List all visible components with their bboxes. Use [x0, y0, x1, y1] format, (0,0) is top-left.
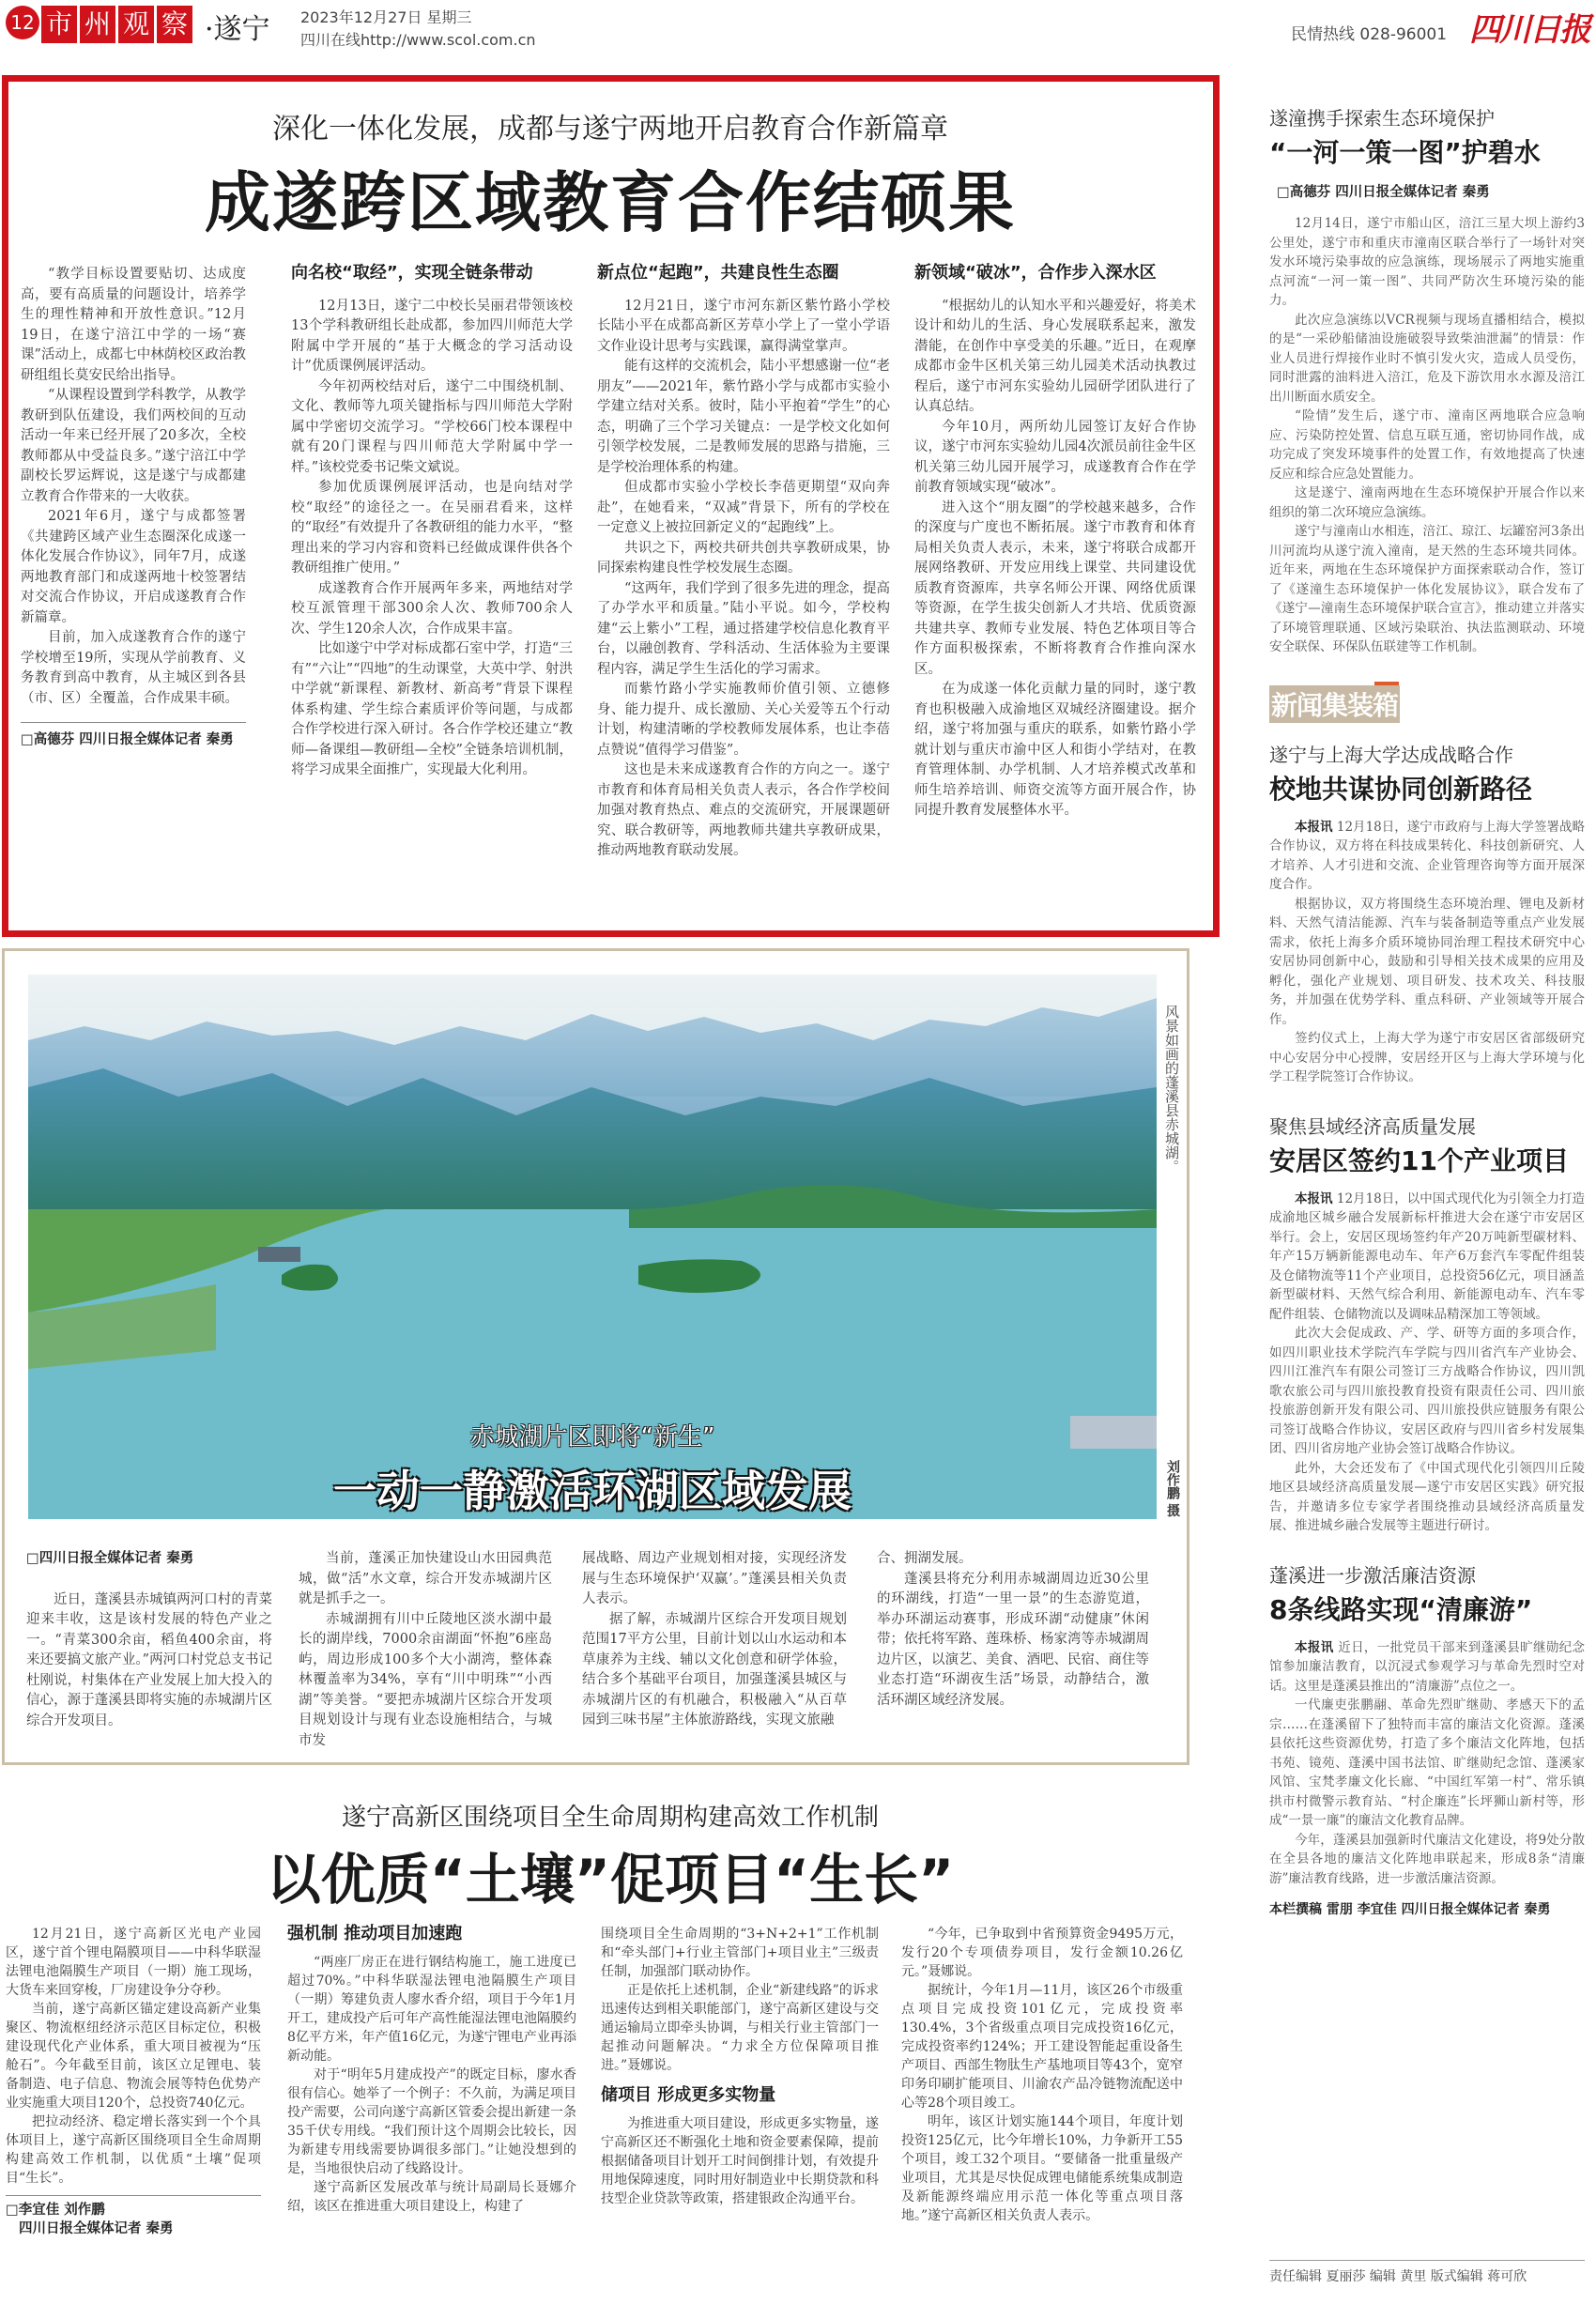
paragraph: 一代廉吏张鹏翮、革命先烈旷继勋、孝感天下的孟宗……在蓬溪留下了独特而丰富的廉洁文化资源。蓬溪县依托这些资源优势，打造了多个廉洁文化阵地，包括书苑、镜苑、蓬溪中国书法馆、旷继勋纪念馆、蓬溪家风馆、宝梵孝廉文化长廊、“中国红军第一村”、常乐镇拱市村微警示教育站、“村企廉连”长坪狮山新村等，形成“一景一廉”的廉洁文化教育品牌。: [1269, 1697, 1585, 1828]
paragraph: 当前，遂宁高新区锚定建设高新产业集聚区、物流枢纽经济示范区目标定位，积极建设现代化产业体系，重大项目被视为“压舱石”。今年截至目前，该区立足锂电、装备制造、电子信息、物流会展等特色优势产业实施重大项目120个，总投资740亿元。: [6, 2002, 261, 2111]
sidebar: [1269, 103, 1585, 1918]
paragraph: 能有这样的交流机会，陆小平想感谢一位“老朋友”——2021年，紫竹路小学与成都市实验小学建立结对关系。彼时，陆小平抱着“学生”的心态，明确了三个学习关键点：一是学校文化如何引领学校发展，二是教师发展的思路与措施，三是学校治理体系的构建。: [597, 359, 890, 475]
paragraph: 赤城湖拥有川中丘陵地区淡水湖中最长的湖岸线，7000余亩湖面“怀抱”6座岛屿，周边形成100多个大小湖湾，整体森林覆盖率为34%，享有“川中明珠”“小西湖”等美誉。“要把赤城湖片区综合开发项目规划设计与现有业态设施相结合，与城市发: [299, 1611, 552, 1748]
sidebar-story2-subtitle: 遂宁与上海大学达成战略合作: [1269, 743, 1513, 766]
sidebar-column-byline: 本栏撰稿 雷朋 李宜佳 四川日报全媒体记者 秦勇: [1269, 1902, 1551, 1917]
paragraph: 进入这个“朋友圈”的学校越来越多，合作的深度与广度也不断拓展。遂宁市教育和体育局相关负责人表示，未来，遂宁将联合成都开展网络教研、开发应用线上课堂、共同建设优质教育资源库，共享名师公开课、网络优质课等资源，在学生拔尖创新人才共培、优质资源共建共享、教师专业发展、特色艺体项目等合作方面积极探索，不断将教育合作推向深水区。: [914, 499, 1196, 677]
sidebar-story1-title: “一河一策一图”护碧水: [1269, 137, 1541, 168]
paragraph: “这两年，我们学到了很多先进的理念，提高了办学水平和质量。”陆小平说。如今，学校构建“云上紫小”工程，通过搭建学校信息化教育平台，以融创教育、学科活动、生活体验为主要课程内容，满足学生生活化的学习需求。: [597, 580, 890, 677]
paragraph: 对于“明年5月建成投产”的既定目标，廖水香很有信心。她举了一个例子：不久前，为满足项目投产需要，公司向遂宁高新区管委会提出新建一条35千伏专用线。“我们预计这个周期会比较长，因为新建专用线需要协调很多部门。”让她没想到的是，当地很快启动了线路设计。: [287, 2067, 576, 2176]
feature-column-3: [914, 263, 1196, 822]
section-heading: 向名校“取经”，实现全链条带动: [291, 263, 533, 283]
paragraph: 遂宁与潼南山水相连，涪江、琼江、坛罐窑河3条出川河流均从遂宁流入潼南，是天然的生态环境共同体。近年来，两地在生态环境保护方面探索联动合作，签订了《遂潼生态环境保护一体化发展协议》，联合发布了《遂宁—潼南生态环境保护联合宣言》，推动建立并落实了环境管理联通、区域污染联治、执法监测联动、环境安全联保、环保队伍联建等工作机制。: [1269, 524, 1585, 654]
section-tag-char: 察: [157, 6, 192, 43]
news-box-logo: [1269, 682, 1401, 719]
bottom-byline-1: □李宜佳 刘作鹏: [6, 2203, 105, 2218]
paragraph: 根据协议，双方将围绕生态环境治理、锂电及新材料、天然气清洁能源、汽车与装备制造等重点产业发展需求，依托上海多介质环境协同治理工程技术研究中心安居协同创新中心，鼓励和引导相关技术成果的应用及孵化，强化产业规划、项目研发、技术攻关、科技服务，并加强在优势学科、重点科研、产业领域等开展合作。: [1269, 896, 1585, 1027]
sidebar-story2-body: [1269, 818, 1585, 1087]
paragraph: 这是遂宁、潼南两地在生态环境保护开展合作以来组织的第二次环境应急演练。: [1269, 485, 1585, 520]
feature-column-2: [597, 263, 890, 862]
paragraph: “险情”发生后，遂宁市、潼南区两地联合应急响应、污染防控处置、信息互联互通，密切协同作战，成功完成了突发环境事件的处置工作，有效地提高了快速反应和综合应急处置能力。: [1269, 408, 1585, 482]
paragraph: [1269, 818, 1585, 895]
feature-subtitle: 深化一体化发展，成都与遂宁两地开启教育合作新篇章: [272, 113, 948, 146]
sidebar-story4-body: [1269, 1638, 1585, 1889]
section-heading: 新点位“起跑”，共建良性生态圈: [597, 263, 839, 283]
bottom-byline-2: 四川日报全媒体记者 秦勇: [19, 2221, 174, 2236]
sidebar-story1: [1269, 103, 1585, 657]
sidebar-story1-body: [1269, 214, 1585, 657]
paragraph: 据统计，今年1月—11月，该区26个市级重点项目完成投资101亿元，完成投资率130.4%，3个省级重点项目完成投资16亿元，完成投资率约124%；开工建设智能起重设备生产项目、西部生物肽生产基地项目等43个，宽窄印务印刷扩能项目、川渝农产品冷链物流配送中心等28个项目竣工。: [901, 1983, 1183, 2111]
paragraph: 明年，该区计划实施144个项目，年度计划投资125亿元，比今年增长10%，力争新开工55个项目，竣工32个项目。“要储备一批重量级产业项目，尤其是尽快促成锂电储能系统集成制造及新能源终端应用示范一体化等重点项目落地。”遂宁高新区相关负责人表示。: [901, 2114, 1183, 2223]
feature-title: 成遂跨区域教育合作结硕果: [205, 164, 1016, 241]
bottom-article-title: 以优质“土壤”促项目“生长”: [266, 1848, 955, 1912]
paragraph: 围绕项目全生命周期的“3+N+2+1”工作机制和“牵头部门+行业主管部门+项目业主”三级责任制，加强部门联动协作。: [601, 1927, 879, 1979]
paragraph: 2021年6月，遂宁与成都签署《共建跨区域产业生态圈深化成遂一体化发展合作协议》，同年7月，成遂两地教育部门和成遂两地十校签署结对交流合作协议，开启成遂教育合作新篇章。: [21, 509, 246, 625]
paragraph: 12月14日，遂宁市船山区，涪江三星大坝上游约3公里处，遂宁市和重庆市潼南区联合举行了一场针对突发水环境污染事故的应急演练，现场展示了两地实施重点河流“一河一策一图”、共同严防次生环境污染的能力。: [1269, 216, 1585, 308]
paragraph: 但成都市实验小学校长李蓓更期望“双向奔赴”，在她看来，“双减”背景下，所有的学校在一定意义上被拉回新定义的“起跑线”上。: [597, 480, 890, 535]
website-link[interactable]: 四川在线http://www.scol.com.cn: [300, 31, 536, 49]
paragraph: 在为成遂一体化贡献力量的同时，遂宁教育也积极融入成渝地区双城经济圈建设。据介绍，遂宁将加强与重庆的联系，如紫竹路小学就计划与重庆市渝中区人和街小学结对，在教育管理体制、办学机制、人才培养模式改革和师生培养培训、师资交流等方面开展合作，协同提升教育发展整体水平。: [914, 682, 1196, 818]
photo-credit: 刘作鹏 摄: [1165, 1460, 1180, 1517]
sidebar-story3-subtitle: 聚焦县域经济高质量发展: [1269, 1114, 1476, 1138]
paragraph: 此外，大会还发布了《中国式现代化引领四川丘陵地区县域经济高质量发展—遂宁市安居区实践》研究报告，并邀请多位专家学者围绕推动县域经济高质量发展、推进城乡融合发展等主题进行研讨。: [1269, 1460, 1585, 1533]
feature-byline: □高德芬 四川日报全媒体记者 秦勇: [21, 732, 234, 747]
divider: [6, 2195, 261, 2196]
page-number-badge: 12: [6, 6, 39, 39]
photo-story-byline: □四川日报全媒体记者 秦勇: [26, 1551, 194, 1566]
sidebar-story2-title: 校地共谋协同创新路径: [1269, 773, 1533, 805]
sidebar-story4-subtitle: 蓬溪进一步激活廉洁资源: [1269, 1563, 1476, 1587]
paragraph: 合、拥湖发展。: [877, 1551, 973, 1566]
paragraph: 把拉动经济、稳定增长落实到一个个具体项目上，遂宁高新区围绕项目全生命周期构建高效工作机制，以优质“土壤”促项目“生长”。: [6, 2114, 261, 2186]
paper-logo: 四川日报: [1469, 11, 1589, 49]
section-tag: [41, 6, 192, 43]
sidebar-story1-byline: □高德芬 四川日报全媒体记者 秦勇: [1277, 185, 1490, 200]
paragraph: 12月21日，遂宁市河东新区紫竹路小学校长陆小平在成都高新区芳草小学上了一堂小学语文作业设计思考与实践课，赢得满堂掌声。: [597, 298, 890, 354]
paragraph: 蓬溪县将充分利用赤城湖周边近30公里的环湖线，打造“一里一景”的生态游览道，举办环湖运动赛事，形成环湖“动健康”休闲带；依托将军路、莲珠桥、杨家湾等赤城湖周边片区，以演艺、美食、酒吧、民宿、商住等业态打造“环湖夜生活”场景，动静结合，激活环湖区域经济发展。: [877, 1571, 1149, 1708]
photo-story-column-1: [26, 1549, 272, 1731]
section-heading: 强机制 推动项目加速跑: [287, 1924, 463, 1943]
sidebar-story1-subtitle: 遂潼携手探索生态环境保护: [1269, 107, 1495, 130]
city-name: ·遂宁: [205, 13, 270, 46]
sidebar-story3: [1269, 1112, 1585, 1536]
feature-intro-column: [21, 265, 246, 751]
lead-label: 本报讯: [1295, 1190, 1333, 1206]
photo-story-column-4: [877, 1549, 1149, 1711]
photo-caption: 风景如画的蓬溪县赤城湖。: [1163, 1005, 1180, 1174]
hotline: 民情热线 028-96001: [1291, 25, 1448, 44]
footer-divider: [1269, 2260, 1585, 2261]
paragraph: [1269, 1638, 1585, 1697]
divider: [21, 722, 246, 723]
paragraph: 签约仪式上，上海大学为遂宁市安居区省部级研究中心安居分中心授牌，安居经开区与上海大学环境与化学工程学院签订合作协议。: [1269, 1031, 1585, 1084]
paragraph-text: 12月18日，以中国式现代化为引领全力打造成渝地区城乡融合发展新标杆推进大会在遂宁市安居区举行。会上，安居区现场签约年产20万吨新型碳材料、年产15万辆新能源电动车、年产6万套汽车零配件组装及仓储物流等11个产业项目，总投资56亿元，项目涵盖新型碳材料、天然气综合利用、新能源电动车、汽车零配件组装、仓储物流以及调味品精深加工等领域。: [1269, 1190, 1585, 1322]
paragraph: 而紫竹路小学实施教师价值引领、立德修身、能力提升、成长激励、关心关爱等五个行动计划，构建清晰的学校教师发展体系，也让李蓓点赞说“值得学习借鉴”。: [597, 682, 890, 758]
paragraph: 此次应急演练以VCR视频与现场直播相结合，模拟的是“一采砂船储油设施破裂导致柴油泄漏”的情景：作业人员进行焊接作业时不慎引发火灾，造成人员受伤，同时泄露的油料进入涪江，危及下游饮用水水源及涪江出川断面水质安全。: [1269, 312, 1585, 405]
bottom-column-4: [901, 1925, 1183, 2225]
paragraph: 参加优质课例展评活动，也是向结对学校“取经”的途径之一。在吴丽君看来，这样的“取经”有效提升了各教研组的能力水平，“整理出来的学习内容和资料已经做成课件供各个教研组推广使用。”: [291, 480, 573, 576]
paragraph: 共识之下，两校共研共创共享教研成果，协同探索构建良性学校发展生态圈。: [597, 540, 890, 576]
issue-date: 2023年12月27日 星期三: [300, 8, 472, 26]
paragraph: “根据幼儿的认知水平和兴趣爱好，将美术设计和幼儿的生活、身心发展联系起来，激发潜能，在创作中享受美的乐趣。”近日，在观摩成都市金牛区机关第三幼儿园美术活动执教过程后，遂宁市河东实验幼儿园研学团队进行了认真总结。: [914, 298, 1196, 414]
sidebar-story3-title: 安居区签约11个产业项目: [1269, 1144, 1569, 1176]
photo-caption-title: 一动一静激活环湖区域发展: [333, 1466, 852, 1516]
paragraph: 展战略、周边产业规划相对接，实现经济发展与生态环境保护‘双赢’。”蓬溪县相关负责人表示。: [582, 1551, 847, 1606]
paragraph: 成遂教育合作开展两年多来，两地结对学校互派管理干部300余人次、教师700余人次、学生120余人次，合作成果丰富。: [291, 580, 573, 637]
paragraph: 12月21日，遂宁高新区光电产业园区，遂宁首个锂电隔膜项目——中科华联湿法锂电池隔膜生产项目（一期）施工现场，大货车来回穿梭，厂房建设争分夺秒。: [6, 1927, 261, 1998]
paragraph: 比如遂宁中学对标成都石室中学，打造“三有”“六让”“四地”的生动课堂，大英中学、射洪中学就“新课程、新教材、新高考”背景下课程体系构建、学生综合素质评价等问题，与成都合作学校进行深入研讨。各合作学校还建立“教师—备课组—教研组—全校”全链条培训机制，将学习成果全面推广，实现最大化利用。: [291, 641, 573, 777]
paragraph: 正是依托上述机制，企业“新建线路”的诉求迅速传达到相关职能部门，遂宁高新区建设与交通运输局立即牵头协调，与相关行业主管部门一起推动问题解决。“力求全方位保障项目推进。”聂娜说。: [601, 1983, 879, 2073]
section-tag-char: 州: [80, 6, 115, 43]
paragraph: 今年10月，两所幼儿园签订友好合作协议，遂宁市河东实验幼儿园4次派员前往金牛区机关第三幼儿园开展学习，成遂教育合作在学前教育领域实现“破冰”。: [914, 419, 1196, 495]
sidebar-story3-body: [1269, 1190, 1585, 1536]
paragraph: 为推进重大项目建设，形成更多实物量，遂宁高新区还不断强化土地和资金要素保障，提前根据储备项目计划开工时间倒排计划，有效提升用地保障速度，同时用好制造业中长期贷款和科技型企业贷款等政策，搭建银政企沟通平台。: [601, 2116, 879, 2206]
lead-label: 本报讯: [1295, 819, 1333, 835]
lead-label: 本报讯: [1295, 1639, 1334, 1655]
news-box-label: 新闻集装箱: [1269, 685, 1400, 723]
sidebar-story4: [1269, 1560, 1585, 1919]
paragraph: 目前，加入成遂教育合作的遂宁学校增至19所，实现从学前教育、义务教育到高中教育，从主城区到各县（市、区）全覆盖，合作成果丰硕。: [21, 630, 246, 706]
paragraph: 遂宁高新区发展改革与统计局副局长聂娜介绍，该区在推进重大项目建设上，构建了: [287, 2180, 576, 2214]
footer-editors: 责任编辑 夏丽莎 编辑 黄里 版式编辑 蒋可欣: [1269, 2269, 1527, 2284]
paragraph: “两座厂房正在进行钢结构施工，施工进度已超过70%。”中科华联湿法锂电池隔膜生产项目（一期）筹建负责人廖水香介绍，项目于今年1月开工，建成投产后可年产高性能湿法锂电池隔膜约8亿平方米，年产值16亿元，为遂宁锂电产业再添新动能。: [287, 1955, 576, 2064]
photo-story-column-3: [582, 1549, 847, 1731]
section-heading: 新领域“破冰”，合作步入深水区: [914, 263, 1157, 283]
paragraph: “教学目标设置要贴切、达成度高，要有高质量的问题设计，培养学生的理性精神和开放性意识。”12月19日，在遂宁涪江中学的一场“赛课”活动上，成都七中林荫校区政治教研组组长莫安民给出指导。: [21, 267, 246, 383]
feature-column-1: [291, 263, 573, 781]
paragraph-text: 近日，一批党员干部来到蓬溪县旷继勋纪念馆参加廉洁教育，以沉浸式参观学习与革命先烈时空对话。这里是蓬溪县推出的“清廉游”点位之一。: [1269, 1639, 1586, 1694]
paragraph: [1269, 1190, 1585, 1325]
paragraph: 这也是未来成遂教育合作的方向之一。遂宁市教育和体育局相关负责人表示，各合作学校间加强对教育热点、难点的交流研究，开展课题研究、联合教研等，两地教师共建共享教研成果，推动两地教育联动发展。: [597, 762, 890, 858]
paragraph: 据了解，赤城湖片区综合开发项目规划范围17平方公里，目前计划以山水运动和本草康养为主线、辅以文化创意和研学体验，结合多个基础平台项目，加强蓬溪县城区与赤城湖片区的有机融合，积极融入“从百草园到三味书屋”主体旅游路线，实现文旅融: [582, 1611, 847, 1728]
sidebar-story2: [1269, 740, 1585, 1087]
paragraph-text: 12月18日，遂宁市政府与上海大学签署战略合作协议，双方将在科技成果转化、科技创新研究、人才培养、人才引进和交流、企业管理咨询等方面开展深度合作。: [1269, 819, 1585, 892]
bottom-column-3: [601, 1925, 879, 2208]
paragraph: 12月13日，遂宁二中校长吴丽君带领该校13个学科教研组长赴成都，参加四川师范大学附属中学开展的“基于大概念的学习活动设计”优质课例展评活动。: [291, 298, 573, 374]
photo-story-column-2: [299, 1549, 552, 1751]
sidebar-story4-title: 8条线路实现“清廉游”: [1269, 1593, 1533, 1625]
paragraph: 此次大会促成政、产、学、研等方面的多项合作，如四川职业技术学院汽车学院与四川省汽车产业协会、四川江淮汽车有限公司签订三方战略合作协议，四川凯歌农旅公司与四川旅投教育投资有限责任公司、四川旅投旅游创新开发有限公司、四川旅投供应链服务有限公司签订战略合作协议，安居区政府与四川省乡村发展集团、四川省房地产业协会签订战略合作协议。: [1269, 1326, 1585, 1456]
paragraph: 近日，蓬溪县赤城镇两河口村的青菜迎来丰收，这是该村发展的特色产业之一。“青菜300余亩，稻鱼400余亩，将来还要搞文旅产业。”两河口村党总支书记杜刚说，村集体在产业发展上加大投入的信心，源于蓬溪县即将实施的赤城湖片区综合开发项目。: [26, 1591, 272, 1728]
photo-caption-subtitle: 赤城湖片区即将“新生”: [469, 1423, 715, 1452]
bottom-article-subtitle: 遂宁高新区围绕项目全生命周期构建高效工作机制: [341, 1804, 879, 1832]
paragraph: 今年，蓬溪县加强新时代廉洁文化建设，将9处分散在全县各地的廉洁文化阵地串联起来，形成8条“清廉游”廉洁教育线路，进一步激活廉洁资源。: [1269, 1832, 1585, 1886]
paragraph: 当前，蓬溪正加快建设山水田园典范城，做“活”水文章，综合开发赤城湖片区就是抓手之一。: [299, 1551, 552, 1606]
paragraph: “今年，已争取到中省预算资金9495万元，发行20个专项债券项目，发行金额10.26亿元。”聂娜说。: [901, 1927, 1183, 1979]
section-heading: 储项目 形成更多实物量: [601, 2085, 776, 2105]
section-tag-char: 观: [118, 6, 154, 43]
bottom-intro-column: [6, 1925, 261, 2238]
bottom-column-2: [287, 1925, 576, 2216]
section-tag-char: 市: [41, 6, 77, 43]
paragraph: “从课程设置到学科教学，从教学教研到队伍建设，我们两校间的互动活动一年来已经开展了20多次，全校教师都从中受益良多。”遂宁涪江中学副校长罗运辉说，这是遂宁与成都建立教育合作带来的一大收获。: [21, 388, 246, 504]
paragraph: 今年初两校结对后，遂宁二中围绕机制、文化、教师等九项关键指标与四川师范大学附属中学密切交流学习。“学校66门校本课程中就有20门课程与四川师范大学附属中学一样。”该校党委书记柴文斌说。: [291, 378, 573, 475]
